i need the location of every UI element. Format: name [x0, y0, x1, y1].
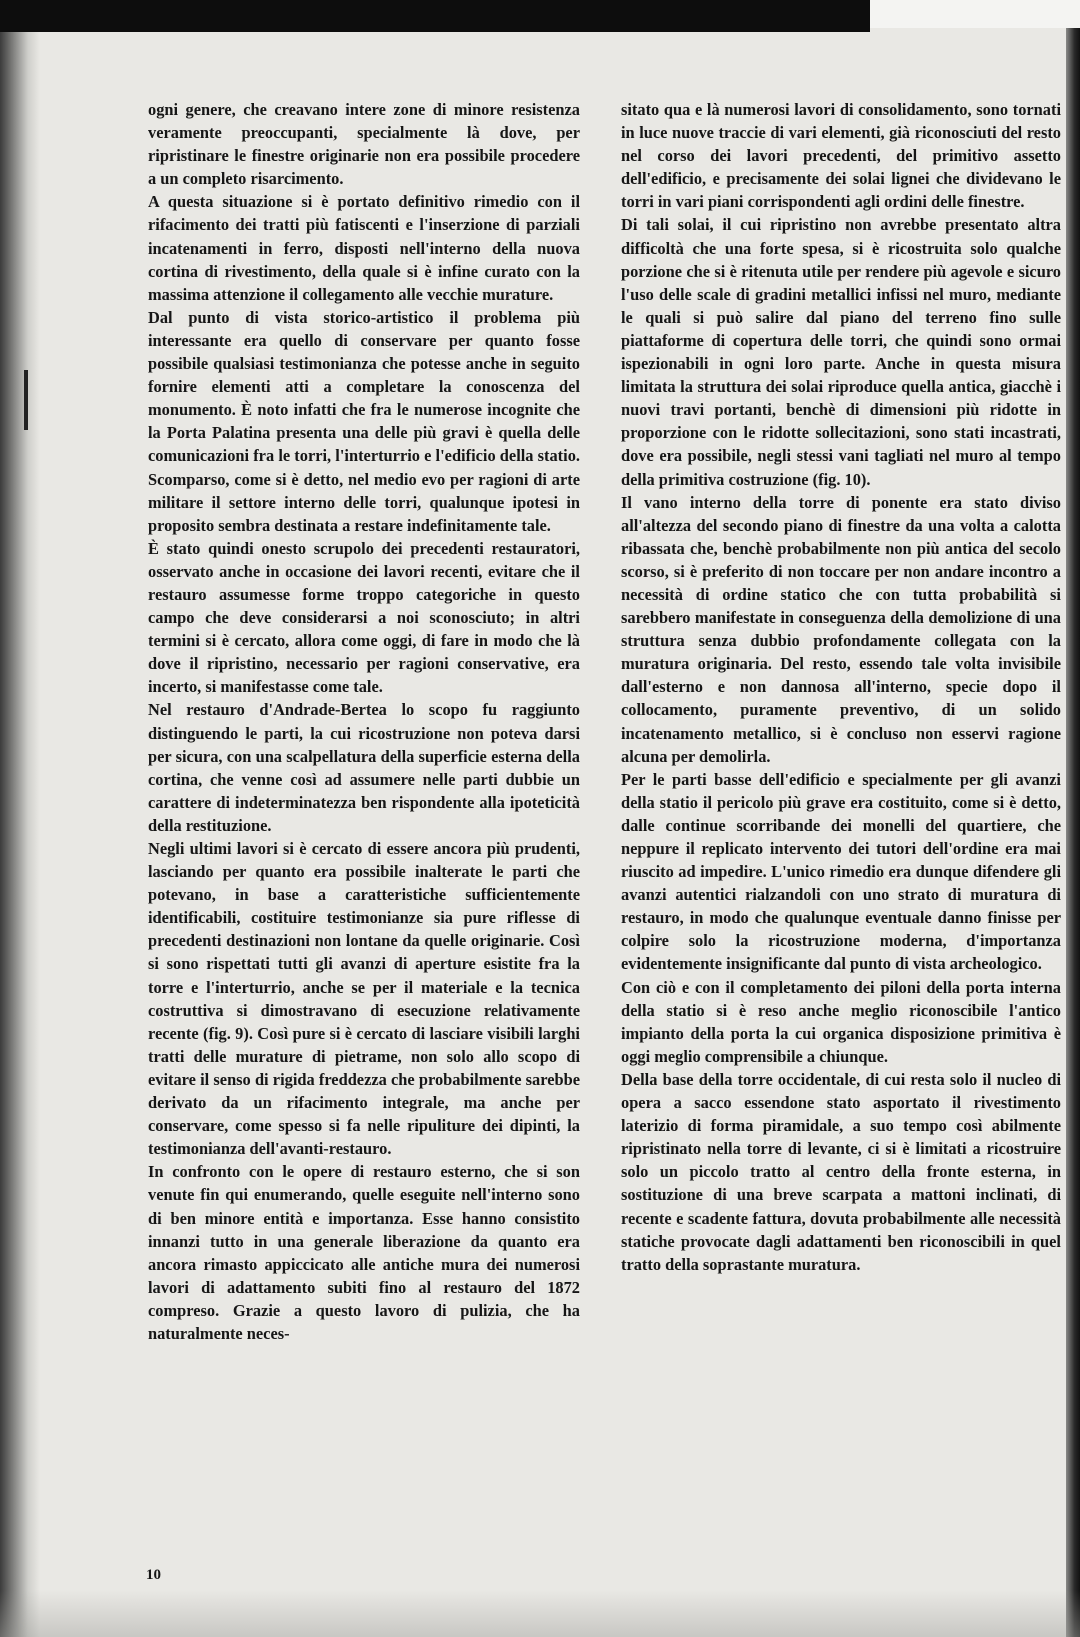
paragraph: Il vano interno della torre di ponente era stato diviso all'altezza del secondo piano di finestre da una volta a calotta ribassata che, benchè probabilmente non più antica del secolo scorso, si è preferito di non toccare per non andare incontro a necessità di ordine statico che con tutta probabilità si sarebbero manifestate in conseguenza della demolizione di una struttura senza dubbio profondamente collegata con la muratura originaria. Del resto, essendo tale volta invisibile dall'esterno e non dannosa all'interno, specie dopo il collocamento, puramente preventivo, di un solido incatenamento metallico, si è concluso non esservi ragione alcuna per demolirla.	[621, 492, 1061, 766]
scan-left-edge	[0, 32, 40, 1637]
paragraph: Della base della torre occidentale, di cui resta solo il nucleo di opera a sacco essendone stato asportato il rivestimento laterizio di forma piramidale, a suo tempo così abilmente ripristinato nella torre di levante, ci si è limitati a ricostruire solo un piccolo tratto al centro della fronte esterna, in sostituzione di una breve scarpata a mattoni inclinati, di recente e scadente fattura, dovuta probabilmente alle necessità statiche provocate dagli adattamenti ben riconoscibili in quel tratto della soprastante muratura.	[621, 1069, 1061, 1274]
paragraph: Con ciò e con il completamento dei piloni della porta interna della statio si è reso anche meglio riconoscibile l'antico impianto della porta la cui organica disposizione primitiva è oggi meglio comprensibile a chiunque.	[621, 977, 1061, 1066]
right-text-column	[621, 98, 1061, 1276]
paragraph: Di tali solai, il cui ripristino non avrebbe presentato altra difficoltà che una forte spesa, si è ricostruita solo qualche porzione che si è ritenuta utile per rendere più agevole e sicuro l'uso delle scale di gradini metallici infissi nel muro, mediante le quali si può salire dal piano del terreno fino sulle piattaforme di copertura delle torri, che quindi sono ormai ispezionabili in ogni loro parte. Anche in questa misura limitata la struttura dei solai riproduce quella antica, giacchè i nuovi travi portanti, benchè di dimensioni più ridotte in proporzione con le ridotte sollecitazioni, sono stati incastrati, dove era possibile, negli stessi vani tagliati nel muro al tempo della primitiva costruzione (fig. 10).	[621, 215, 1061, 489]
paragraph: In confronto con le opere di restauro esterno, che si son venute fin qui enumerando, quelle eseguite nell'interno sono di ben minore entità e importanza. Esse hanno consistito innanzi tutto in una generale liberazione da quanto era ancora rimasto appiccicato alle antiche mura dei numerosi lavori di adattamento subiti fino al restauro del 1872 compreso. Grazie a questo lavoro di pulizia, che ha naturalmente neces-	[148, 1162, 580, 1343]
paragraph: Per le parti basse dell'edificio e specialmente per gli avanzi della statio il pericolo più grave era costituito, come si è detto, dalle continue scorribande dei monelli del quartiere, che neppure il replicato intervento dei tutori dell'ordine era mai riuscito ad impedire. L'unico rimedio era dunque difendere gli avanzi autentici rialzandoli con uno strato di muratura di restauro, in modo che qualunque eventuale danno finisse per colpire solo la ricostruzione moderna, d'importanza evidentemente insignificante dal punto di vista archeologico.	[621, 769, 1061, 974]
scan-right-edge	[1066, 28, 1080, 1637]
paragraph: sitato qua e là numerosi lavori di consolidamento, sono tornati in luce nuove traccie di vari elementi, già riconosciuti del resto nel corso dei lavori precedenti, del primitivo assetto dell'edificio, e precisamente dei solai lignei che dividevano le torri in vari piani corrispondenti agli ordini delle finestre.	[621, 100, 1061, 212]
page-number: 10	[146, 1567, 161, 1583]
paragraph: Dal punto di vista storico-artistico il problema più interessante era quello di conservare per quanto fosse possibile qualsiasi testimonianza che potesse anche in seguito fornire elementi atti a completare la conoscenza del monumento. È noto infatti che fra le numerose incognite che la Porta Palatina presenta una delle più gravi è quella delle comunicazioni fra le torri, l'interturrio e l'edificio della statio. Scomparso, come si è detto, nel medio evo per ragioni di arte militare il settore interno delle torri, qualunque ipotesi in proposito sembra destinata a restare indefinitamente tale.	[148, 307, 580, 535]
paragraph: Nel restauro d'Andrade-Bertea lo scopo fu raggiunto distinguendo le parti, la cui ricostruzione non poteva darsi per sicura, con una scalpellatura della superficie esterna della cortina, che venne così ad assumere nelle parti dubbie un carattere di indeterminatezza ben rispondente alla ipoteticità della restituzione.	[148, 700, 580, 835]
scan-bottom-shadow	[0, 1590, 1080, 1637]
paragraph: ogni genere, che creavano intere zone di minore resistenza veramente preoccupanti, specialmente là dove, per ripristinare le finestre originarie non era possibile procedere a un completo risarcimento.	[148, 100, 580, 189]
paragraph: A questa situazione si è portato definitivo rimedio con il rifacimento dei tratti più fatiscenti e l'inserzione di parziali incatenamenti in ferro, disposti nell'interno della nuova cortina di rivestimento, della quale si è infine curato con la massima attenzione il collegamento alle vecchie murature.	[148, 192, 580, 304]
scan-top-right-margin	[870, 0, 1080, 28]
scan-top-border	[0, 0, 870, 32]
left-text-column	[148, 98, 580, 1345]
margin-mark	[24, 370, 28, 430]
paragraph: È stato quindi onesto scrupolo dei precedenti restauratori, osservato anche in occasione dei lavori recenti, evitare che il restauro assumesse forme troppo categoriche in questo campo che deve considerarsi a noi sconosciuto; in altri termini si è cercato, allora come oggi, di fare in modo che là dove il ripristino, necessario per ragioni conservative, era incerto, si manifestasse come tale.	[148, 538, 580, 697]
paragraph: Negli ultimi lavori si è cercato di essere ancora più prudenti, lasciando per quanto era possibile inalterate le parti che potevano, in base a caratteristiche sufficientemente identificabili, costituire testimonianze sia pure riflesse di precedenti destinazioni non lontane da quelle originarie. Così si sono rispettati tutti gli avanzi di aperture esistite fra la torre e l'interturrio, anche se per il materiale e la tecnica costruttiva si dimostravano di esecuzione relativamente recente (fig. 9). Così pure si è cercato di lasciare visibili larghi tratti delle murature di pietrame, non solo allo scopo di evitare il senso di rigida freddezza che probabilmente sarebbe derivato da un rifacimento integrale, ma anche per conservare, come spesso si fa nelle ripuliture dei dipinti, la testimonianza dell'avanti-restauro.	[148, 839, 580, 1159]
